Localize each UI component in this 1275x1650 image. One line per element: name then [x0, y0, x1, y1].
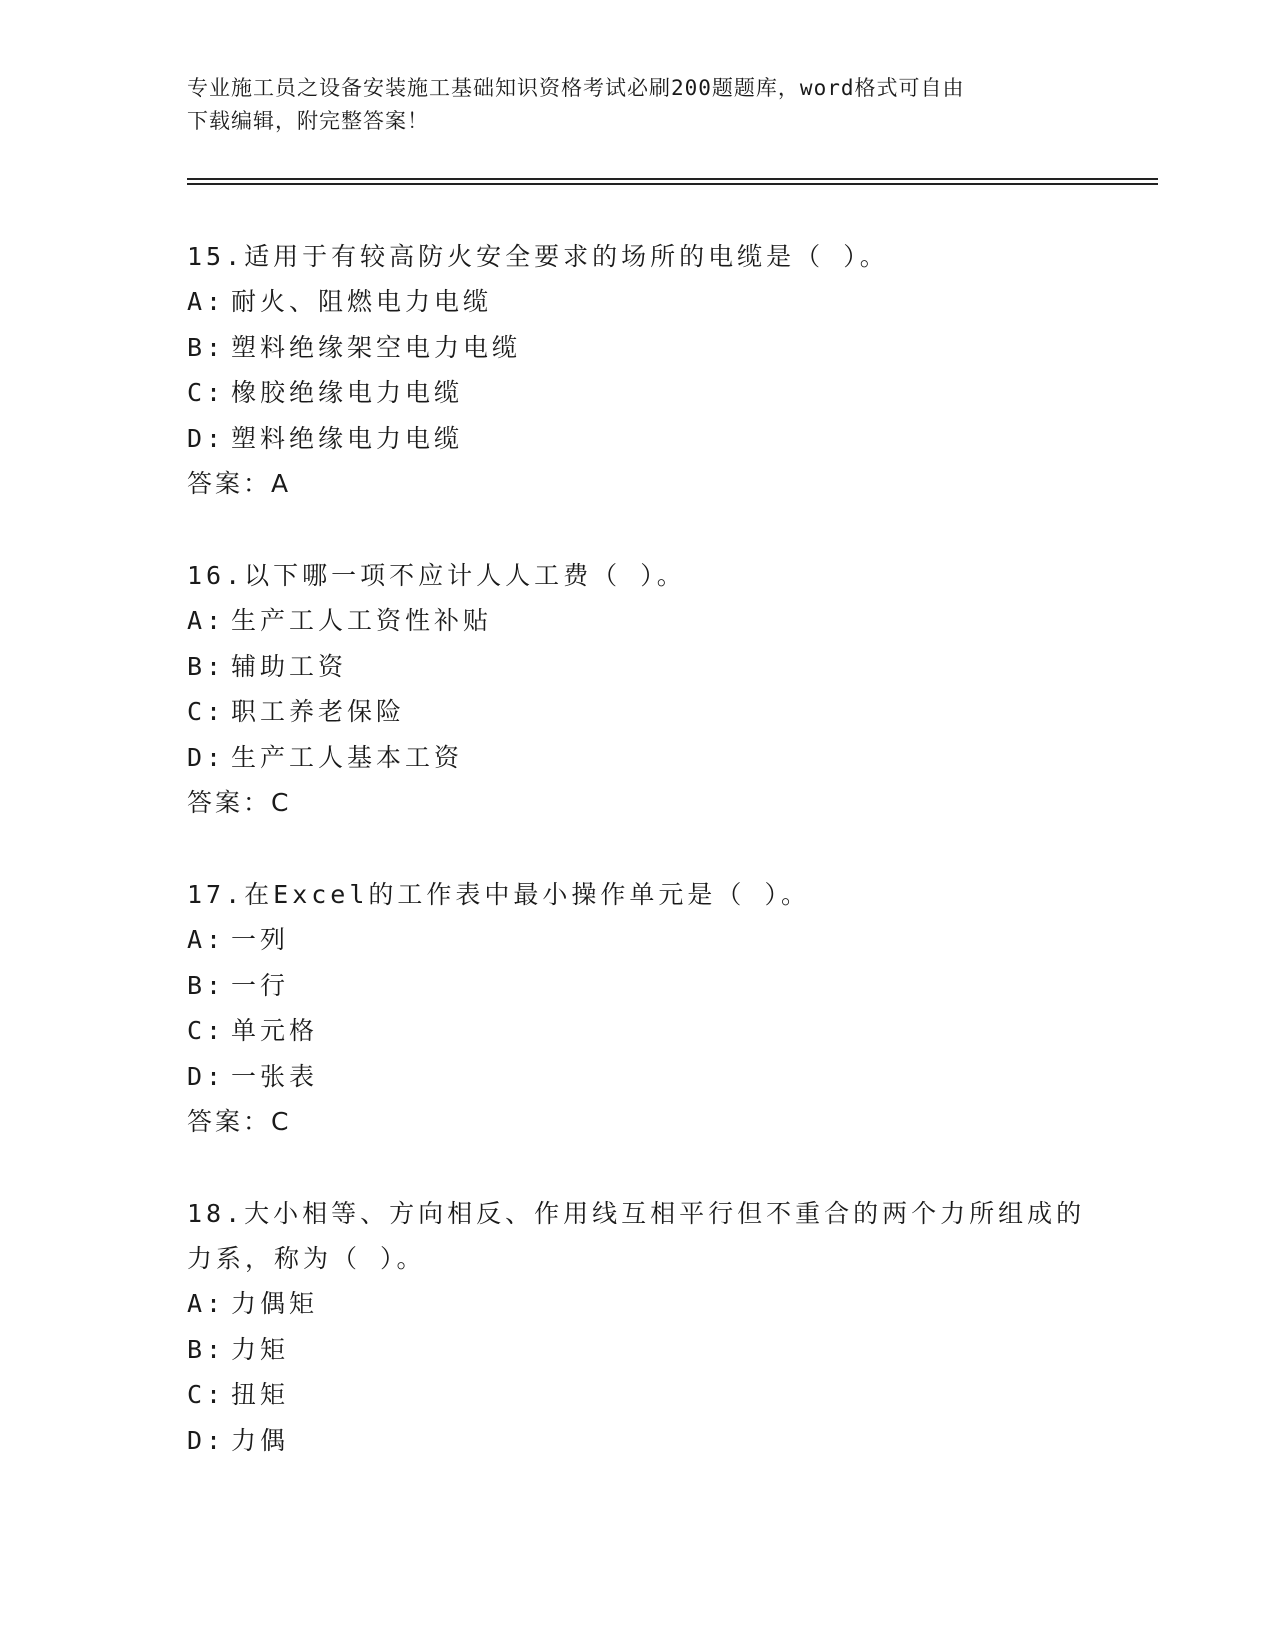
- question-number: 15.: [187, 242, 245, 271]
- question-15: [187, 234, 1087, 507]
- option-b: [187, 644, 1087, 690]
- option-letter: B:: [187, 1334, 226, 1364]
- answer-label: 答案：: [187, 469, 272, 498]
- question-number: 16.: [187, 561, 245, 590]
- option-text: 力偶矩: [231, 1289, 319, 1318]
- question-number: 17.: [187, 880, 245, 909]
- option-c: [187, 370, 1087, 416]
- option-letter: A:: [187, 925, 226, 954]
- option-d: [187, 1418, 1087, 1464]
- option-text: 塑料绝缘架空电力电缆: [231, 332, 522, 362]
- question-number: 18.: [187, 1199, 245, 1228]
- question-17: [187, 872, 1087, 1145]
- option-c: [187, 1008, 1087, 1054]
- option-d: [187, 416, 1087, 462]
- option-text: 耐火、阻燃电力电缆: [231, 287, 493, 316]
- option-text: 辅助工资: [231, 651, 348, 681]
- option-text: 扭矩: [231, 1380, 290, 1409]
- option-text: 塑料绝缘电力电缆: [231, 423, 464, 453]
- option-text: 生产工人工资性补贴: [231, 606, 493, 635]
- option-d: [187, 1054, 1087, 1100]
- option-letter: A:: [187, 1289, 226, 1318]
- option-letter: C:: [187, 697, 226, 726]
- option-letter: D:: [187, 423, 226, 453]
- option-b: [187, 1327, 1087, 1373]
- question-text: 在Excel的工作表中最小操作单元是（ ）。: [244, 880, 810, 909]
- option-a: [187, 1281, 1087, 1327]
- question-stem: [187, 872, 1087, 917]
- header-divider-top: [187, 178, 1158, 180]
- question-stem: [187, 1191, 1087, 1281]
- answer-value: C: [271, 788, 289, 817]
- option-text: 一列: [231, 925, 290, 954]
- question-text: 以下哪一项不应计人人工费（ ）。: [244, 561, 686, 590]
- question-text-line-1: 大小相等、方向相反、作用线互相平行但不重合的两个力所组成的: [244, 1199, 1086, 1228]
- question-text-line-2: 力系，称为（ ）。: [187, 1244, 426, 1273]
- option-c: [187, 1372, 1087, 1418]
- option-letter: B:: [187, 651, 226, 681]
- option-text: 力矩: [231, 1334, 290, 1364]
- option-text: 一张表: [231, 1061, 319, 1091]
- answer-label: 答案：: [187, 788, 272, 817]
- question-16: [187, 553, 1087, 826]
- option-text: 单元格: [231, 1016, 319, 1045]
- option-b: [187, 325, 1087, 371]
- option-text: 力偶: [231, 1425, 290, 1455]
- option-letter: B:: [187, 970, 226, 1000]
- option-letter: D:: [187, 1061, 226, 1091]
- option-letter: B:: [187, 332, 226, 362]
- option-letter: D:: [187, 742, 226, 772]
- option-a: [187, 279, 1087, 325]
- option-text: 橡胶绝缘电力电缆: [231, 378, 464, 407]
- answer-line: [187, 461, 1087, 507]
- answer-line: [187, 780, 1087, 826]
- option-a: [187, 598, 1087, 644]
- option-letter: C:: [187, 1380, 226, 1409]
- option-letter: D:: [187, 1425, 226, 1455]
- header-line-2: 下载编辑，附完整答案！: [187, 109, 429, 133]
- option-a: [187, 917, 1087, 963]
- header-divider-bottom: [187, 183, 1158, 185]
- question-stem: [187, 553, 1087, 598]
- question-18: [187, 1191, 1087, 1463]
- answer-value: A: [271, 469, 289, 498]
- document-header: [187, 72, 1067, 138]
- option-text: 生产工人基本工资: [231, 742, 464, 772]
- answer-label: 答案：: [187, 1107, 272, 1136]
- answer-value: C: [271, 1107, 289, 1136]
- option-b: [187, 963, 1087, 1009]
- option-text: 职工养老保险: [231, 697, 406, 726]
- option-letter: C:: [187, 378, 226, 407]
- option-letter: C:: [187, 1016, 226, 1045]
- option-c: [187, 689, 1087, 735]
- question-stem: [187, 234, 1087, 279]
- option-letter: A:: [187, 606, 226, 635]
- option-d: [187, 735, 1087, 781]
- answer-line: [187, 1099, 1087, 1145]
- option-text: 一行: [231, 970, 290, 1000]
- header-line-1: 专业施工员之设备安装施工基础知识资格考试必刷200题题库，word格式可自由: [187, 76, 965, 100]
- question-text: 适用于有较高防火安全要求的场所的电缆是（ ）。: [244, 242, 889, 271]
- option-letter: A:: [187, 287, 226, 316]
